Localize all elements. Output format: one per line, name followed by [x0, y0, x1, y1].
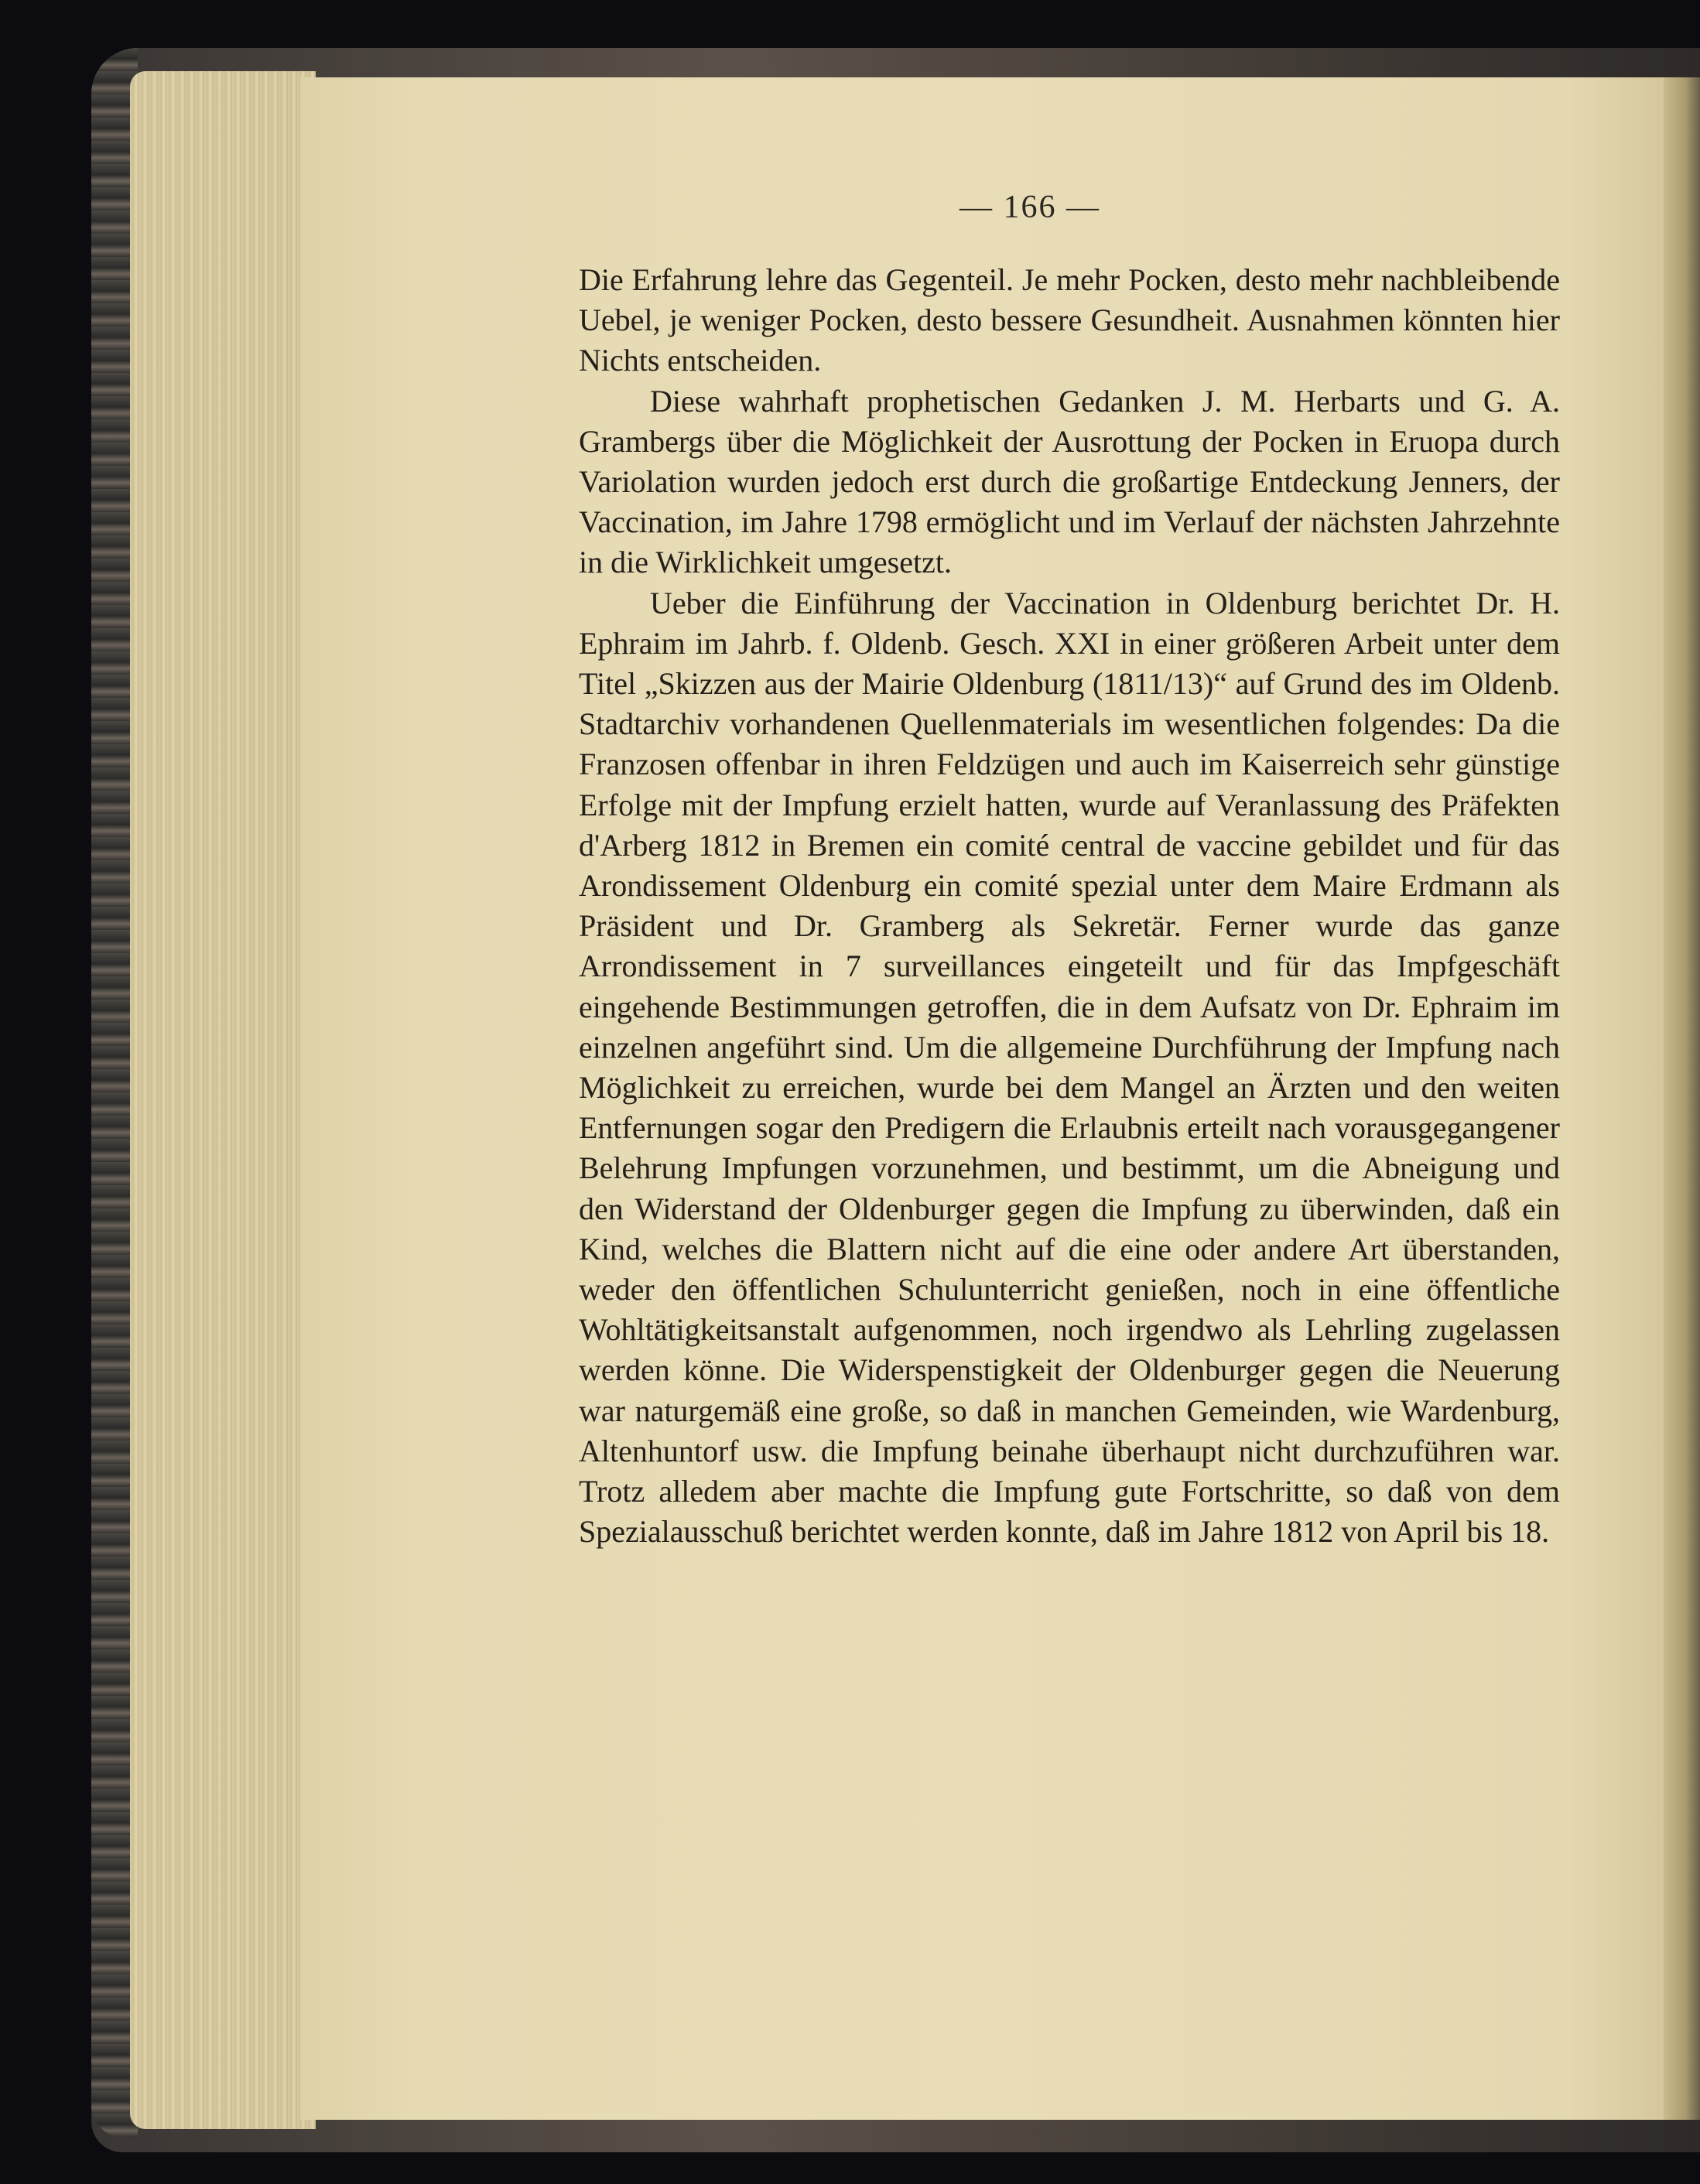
book-gutter	[1664, 77, 1700, 2120]
page-number: — 166 —	[959, 190, 1100, 225]
page-edges	[130, 71, 316, 2129]
paragraph-3: Ueber die Einführung der Vaccination in Oldenburg berichtet Dr. H. Ephraim im Jahrb. f. Oldenb. Gesch. XXI in einer größeren Arbeit unter dem Titel „Skizzen aus der Mairie Oldenburg (1811/13)“ auf Grund des im Oldenb. Stadtarchiv vorhandenen Quellenmaterials im wesentlichen folgendes: Da die Franzosen offenbar in ihren Feldzügen und auch im Kaiserreich sehr günstige Erfolge mit der Impfung erzielt hatten, wurde auf Veranlassung des Präfekten d'Arberg 1812 in Bremen ein comité central de vaccine gebildet und für das Arondissement Oldenburg ein comité spezial unter dem Maire Erdmann als Präsident und Dr. Gramberg als Sekretär. Ferner wurde das ganze Arrondissement in 7 surveillances eingeteilt und für das Impfgeschäft eingehende Bestimmungen getroffen, die in dem Aufsatz von Dr. Ephraim im einzelnen angeführt sind. Um die allgemeine Durchführung der Impfung nach Möglichkeit zu erreichen, wurde bei dem Mangel an Ärzten und den weiten Entfernungen sogar den Predigern die Erlaubnis erteilt nach vorausgegangener Belehrung Impfungen vorzunehmen, und bestimmt, um die Abneigung und den Widerstand der Oldenburger gegen die Impfung zu überwinden, daß ein Kind, welches die Blattern nicht auf die eine oder andere Art überstanden, weder den öffentlichen Schulunterricht genießen, noch in eine öffentliche Wohltätigkeitsanstalt aufgenommen, noch irgendwo als Lehrling zugelassen werden könne. Die Widerspenstigkeit der Oldenburger gegen die Neuerung war naturgemäß eine große, so daß in manchen Gemeinden, wie Wardenburg, Altenhuntorf usw. die Impfung beinahe überhaupt nicht durchzuführen war. Trotz alledem aber machte die Impfung gute Fortschritte, so daß von dem Spezialausschuß berichtet werden konnte, daß im Jahre 1812 von April bis 18.	[579, 585, 1560, 1550]
page-body	[579, 260, 1560, 1553]
paragraph-2: Diese wahrhaft prophetischen Gedanken J. M. Herbarts und G. A. Grambergs über die Möglichkeit der Ausrottung der Pocken in Eruopa durch Variolation wurden jedoch erst durch die großartige Entdeckung Jenners, der Vaccination, im Jahre 1798 ermöglicht und im Verlauf der nächsten Jahrzehnte in die Wirklichkeit umgesetzt.	[579, 383, 1560, 580]
paragraph-1: Die Erfahrung lehre das Gegenteil. Je mehr Pocken, desto mehr nachbleibende Uebel, je weniger Pocken, desto bessere Gesundheit. Ausnahmen könnten hier Nichts entscheiden.	[579, 262, 1560, 378]
